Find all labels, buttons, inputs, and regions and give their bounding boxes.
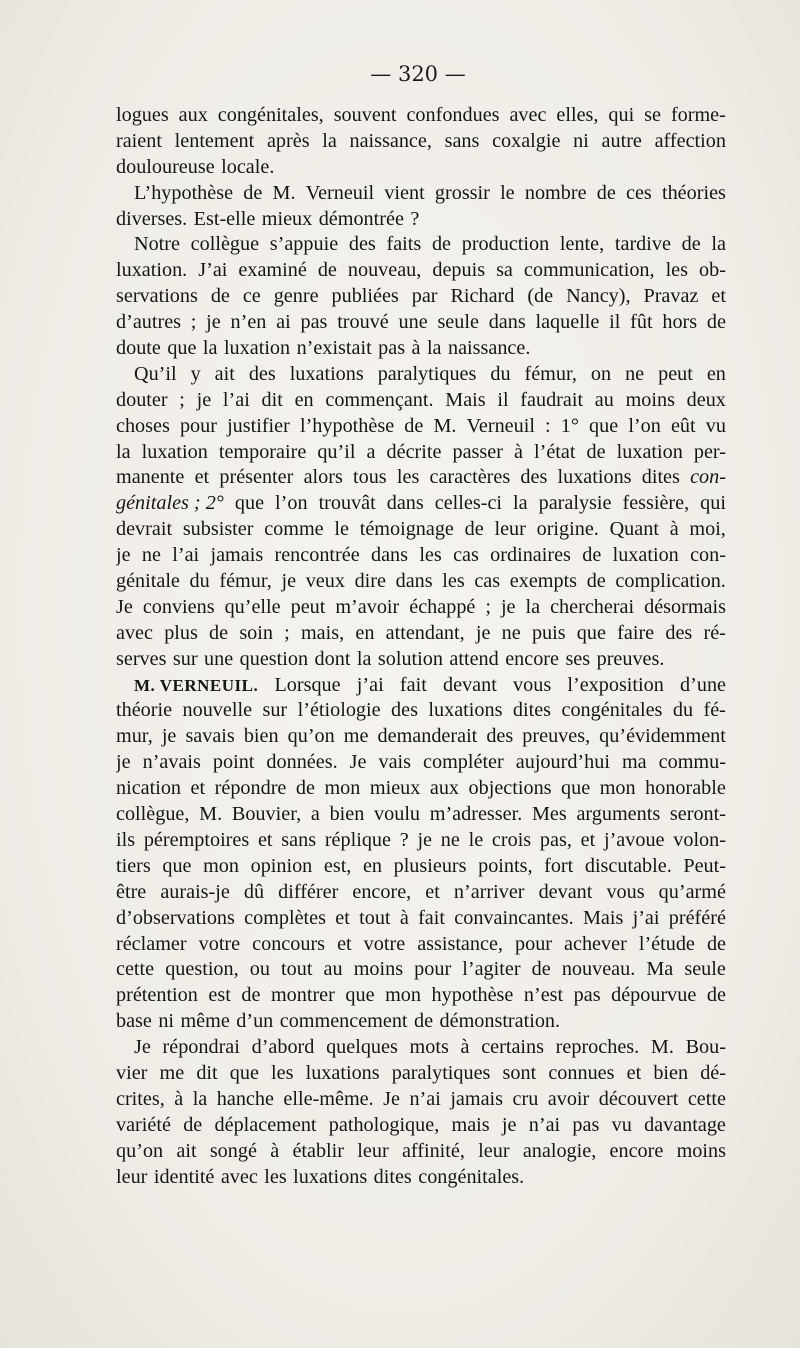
body-text xyxy=(116,103,726,1190)
text-line: douter ; je l’ai dit en commençant. Mais il faudrait au moins deux xyxy=(116,388,726,411)
text-line: leur identité avec les luxations dites congénitales. xyxy=(116,1165,525,1188)
text-line: je ne l’ai jamais rencontrée dans les cas ordinaires de luxation con- xyxy=(116,544,726,567)
text-line: d’observations complètes et tout à fait convaincantes. Mais j’ai préféré xyxy=(116,906,726,929)
text-line: je n’avais point données. Je vais compléter aujourd’hui ma commu- xyxy=(116,751,726,774)
text-line: M. VERNEUIL. Lorsque j’ai fait devant vous l’exposition d’une xyxy=(116,673,726,699)
text-line: génitale du fémur, je veux dire dans les cas exempts de complication. xyxy=(116,570,726,593)
page-number: — 320 — xyxy=(370,62,466,86)
text-line: qu’on ait songé à établir leur affinité, leur analogie, encore moins xyxy=(116,1139,726,1162)
text-line: d’autres ; je n’en ai pas trouvé une seule dans laquelle il fût hors de xyxy=(116,311,726,334)
text-line: ils péremptoires et sans réplique ? je ne le crois pas, et j’avoue volon- xyxy=(116,828,726,851)
speaker-name: M. VERNEUIL. xyxy=(134,675,259,695)
text-line: Je répondrai d’abord quelques mots à certains reproches. M. Bou- xyxy=(134,1036,726,1059)
text-line: collègue, M. Bouvier, a bien voulu m’adresser. Mes arguments seront- xyxy=(116,803,726,826)
text-line: cette question, ou tout au moins pour l’agiter de nouveau. Ma seule xyxy=(116,958,726,981)
text-line: mur, je savais bien qu’on me demanderait des preuves, qu’évidemment xyxy=(116,725,726,748)
text-line: crites, à la hanche elle-même. Je n’ai jamais cru avoir découvert cette xyxy=(116,1087,726,1110)
text-line: Notre collègue s’appuie des faits de production lente, tardive de la xyxy=(134,233,726,256)
text-line: être aurais-je dû différer encore, et n’arriver devant vous qu’armé xyxy=(116,880,726,903)
text-line: manente et présenter alors tous les caractères des luxations dites con- xyxy=(116,465,726,491)
text-line: devrait subsister comme le témoignage de leur origine. Quant à moi, xyxy=(116,518,726,541)
text-line: théorie nouvelle sur l’étiologie des luxations dites congénitales du fé- xyxy=(116,699,726,722)
text-line: la luxation temporaire qu’il a décrite passer à l’état de luxation per- xyxy=(116,440,726,463)
text-line: base ni même d’un commencement de démonstration. xyxy=(116,1010,561,1033)
text-line: douloureuse locale. xyxy=(116,155,275,178)
text-line: diverses. Est-elle mieux démontrée ? xyxy=(116,207,420,230)
text-line: logues aux congénitales, souvent confondues avec elles, qui se forme- xyxy=(116,104,726,126)
text-line: réclamer votre concours et votre assistance, pour achever l’étude de xyxy=(116,932,726,955)
text-line: serves sur une question dont la solution attend encore ses preuves. xyxy=(116,647,665,670)
text-line: Je conviens qu’elle peut m’avoir échappé ; je la chercherai désormais xyxy=(116,595,726,618)
text-line: prétention est de montrer que mon hypothèse n’est pas dépourvue de xyxy=(116,984,726,1007)
text-line: doute que la luxation n’existait pas à la naissance. xyxy=(116,337,531,360)
text-line: servations de ce genre publiées par Richard (de Nancy), Pravaz et xyxy=(116,285,726,308)
text-line: vier me dit que les luxations paralytiques sont connues et bien dé- xyxy=(116,1061,726,1084)
text-line: choses pour justifier l’hypothèse de M. Verneuil : 1° que l’on eût vu xyxy=(116,414,726,437)
text-line: nication et répondre de mon mieux aux objections que mon honorable xyxy=(116,777,726,800)
text-line: L’hypothèse de M. Verneuil vient grossir le nombre de ces théories xyxy=(134,181,726,204)
italic-term: génitales ; 2° xyxy=(116,492,224,515)
text-line: tiers que mon opinion est, en plusieurs points, fort discutable. Peut- xyxy=(116,854,726,877)
text-line: raient lentement après la naissance, sans coxalgie ni autre affection xyxy=(116,129,726,152)
text-line: luxation. J’ai examiné de nouveau, depuis sa communication, les ob- xyxy=(116,259,726,282)
text-line: variété de déplacement pathologique, mais je n’ai pas vu davantage xyxy=(116,1113,726,1136)
italic-term: con- xyxy=(690,466,726,489)
text-line: génitales ; 2° que l’on trouvât dans celles-ci la paralysie fessière, qui xyxy=(116,491,726,517)
text-line: Qu’il y ait des luxations paralytiques du fémur, on ne peut en xyxy=(134,362,726,385)
text-line: avec plus de soin ; mais, en attendant, je ne puis que faire des ré- xyxy=(116,621,726,644)
